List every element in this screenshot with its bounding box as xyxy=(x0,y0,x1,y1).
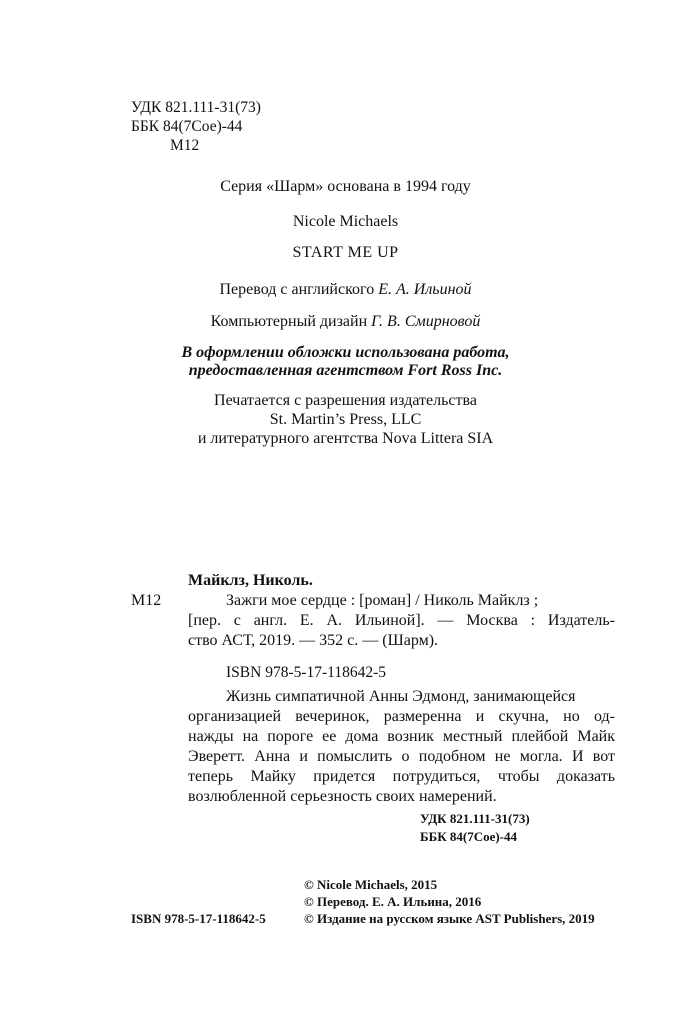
author-sign-top: М12 xyxy=(170,137,200,154)
cover-note-line-2: предоставленная агентством Fort Ross Inc. xyxy=(188,362,503,379)
bbk-top: ББК 84(7Сое)-44 xyxy=(131,118,243,135)
copyright-isbn: ISBN 978-5-17-118642-5 xyxy=(131,911,266,926)
permission-line-3: и литературного агентства Nova Littera SIA xyxy=(197,430,494,447)
annotation-line-6: возлюбленной серьезность своих намерений. xyxy=(188,788,497,805)
annotation-line-1: Жизнь симпатичной Анны Эдмонд, занимающейся xyxy=(226,688,576,705)
catalog-line-3: ство АСТ, 2019. — 352 с. — (Шарм). xyxy=(188,632,439,649)
catalog-sign: М12 xyxy=(131,592,162,609)
design-label: Компьютерный дизайн xyxy=(210,313,372,330)
design-credit xyxy=(0,313,691,331)
original-title: START ME UP xyxy=(292,244,399,261)
designer-name: Г. В. Смирновой xyxy=(371,313,481,330)
catalog-udk: УДК 821.111-31(73) xyxy=(420,811,530,826)
annotation-line-3: нажды на пороге ее дома возник местный плейбой Майк xyxy=(188,728,615,745)
permission-line-2: St. Martin’s Press, LLC xyxy=(269,411,422,428)
catalog-line-1: Зажги мое сердце : [роман] / Николь Майклз ; xyxy=(226,592,539,609)
annotation-line-4: Эверетт. Анна и помыслить о подобном не могла. И вот xyxy=(188,748,615,765)
translation-credit xyxy=(0,281,691,299)
annotation-line-2: организацией вечеринок, размеренна и скучна, но од- xyxy=(188,708,615,725)
series-line: Серия «Шарм» основана в 1994 году xyxy=(220,178,471,195)
copyright-author: © Nicole Michaels, 2015 xyxy=(304,877,438,892)
translator-name: Е. А. Ильиной xyxy=(378,281,472,298)
annotation-line-5: теперь Майку придется потрудиться, чтобы доказать xyxy=(188,768,615,785)
udk-top: УДК 821.111-31(73) xyxy=(131,99,261,116)
translation-label: Перевод с английского xyxy=(219,281,379,298)
catalog-line-2: [пер. с англ. Е. А. Ильиной]. — Москва : Издатель- xyxy=(188,612,615,629)
original-author: Nicole Michaels xyxy=(292,213,399,230)
catalog-isbn: ISBN 978-5-17-118642-5 xyxy=(226,664,387,681)
permission-line-1: Печатается с разрешения издательства xyxy=(214,392,477,409)
copyright-translation: © Перевод. Е. А. Ильина, 2016 xyxy=(304,894,482,909)
catalog-heading: Майклз, Николь. xyxy=(188,572,313,589)
cover-note-line-1: В оформлении обложки использована работа, xyxy=(181,344,510,361)
copyright-edition: © Издание на русском языке AST Publishers, 2019 xyxy=(304,911,595,926)
catalog-bbk: ББК 84(7Сое)-44 xyxy=(420,829,518,844)
